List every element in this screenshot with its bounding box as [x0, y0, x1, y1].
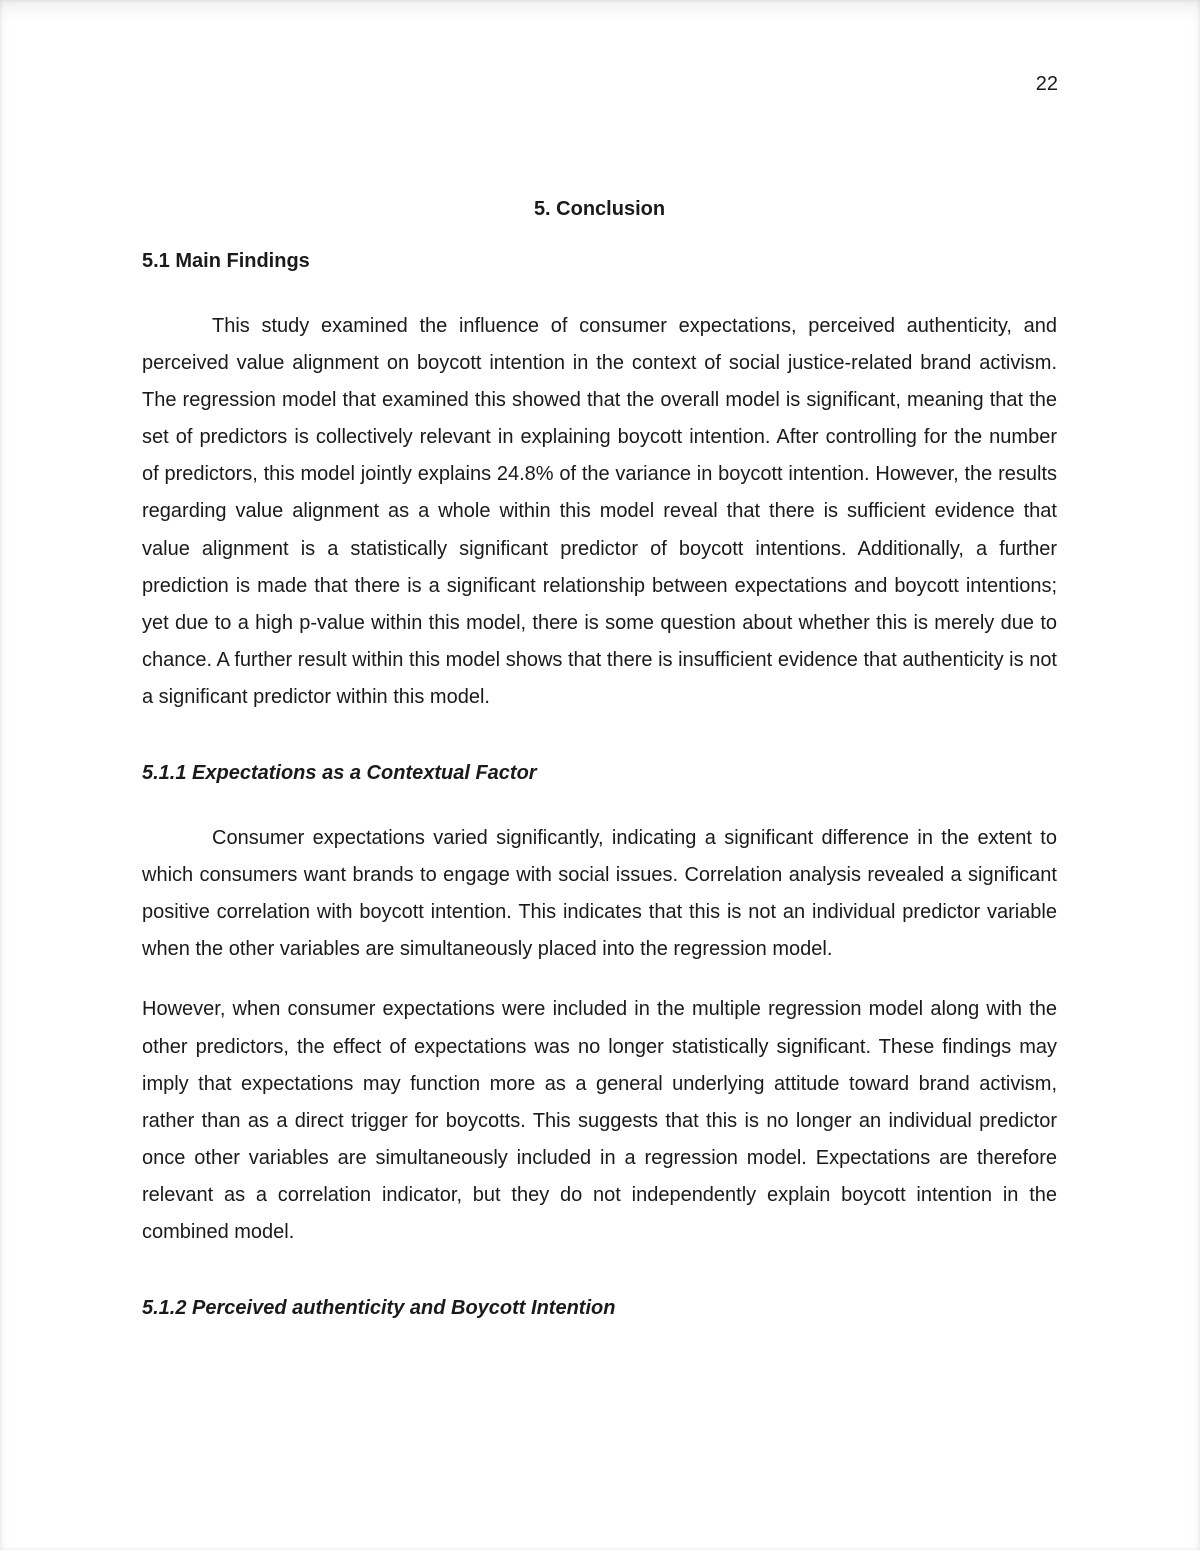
chapter-title: 5. Conclusion — [533, 198, 666, 220]
page-number: 22 — [1035, 73, 1058, 95]
page-content — [142, 195, 1057, 1322]
paragraph-expectations-2: However, when consumer expectations were included in the multiple regression model along with the other predictors, the effect of expectations was no longer statistically significant. These findings may imply that expectations may function more as a general underlying attitude toward brand activism, rather than as a direct trigger for boycotts. This suggests that this is no longer an individual predictor once other variables are simultaneously included in a regression model. Expectations are therefore relevant as a correlation indicator, but they do not independently explain boycott intention in the combined model. — [142, 998, 1057, 1243]
paragraph-main-findings: This study examined the influence of consumer expectations, perceived authenticity, and perceived value alignment on boycott intention in the context of social justice-related brand activism. The regression model that examined this showed that the overall model is significant, meaning that the set of predictors is collectively relevant in explaining boycott intention. After controlling for the number of predictors, this model jointly explains 24.8% of the variance in boycott intention. However, the results regarding value alignment as a whole within this model reveal that there is sufficient evidence that value alignment is a statistically significant predictor of boycott intentions. Additionally, a further prediction is made that there is a significant relationship between expectations and boycott intentions; yet due to a high p-value within this model, there is some question about whether this is merely due to chance. A further result within this model shows that there is insufficient evidence that authenticity is not a significant predictor within this model. — [142, 315, 1057, 708]
subsection-heading-expectations: 5.1.1 Expectations as a Contextual Factor — [142, 762, 537, 785]
paragraph-expectations-1: Consumer expectations varied significantly, indicating a significant difference in the extent to which consumers want brands to engage with social issues. Correlation analysis revealed a significant positive correlation with boycott intention. This indicates that this is not an individual predictor variable when the other variables are simultaneously placed into the regression model. — [142, 827, 1057, 961]
subsection-heading-authenticity: 5.1.2 Perceived authenticity and Boycott Intention — [142, 1297, 616, 1320]
section-heading-main-findings: 5.1 Main Findings — [142, 250, 310, 272]
